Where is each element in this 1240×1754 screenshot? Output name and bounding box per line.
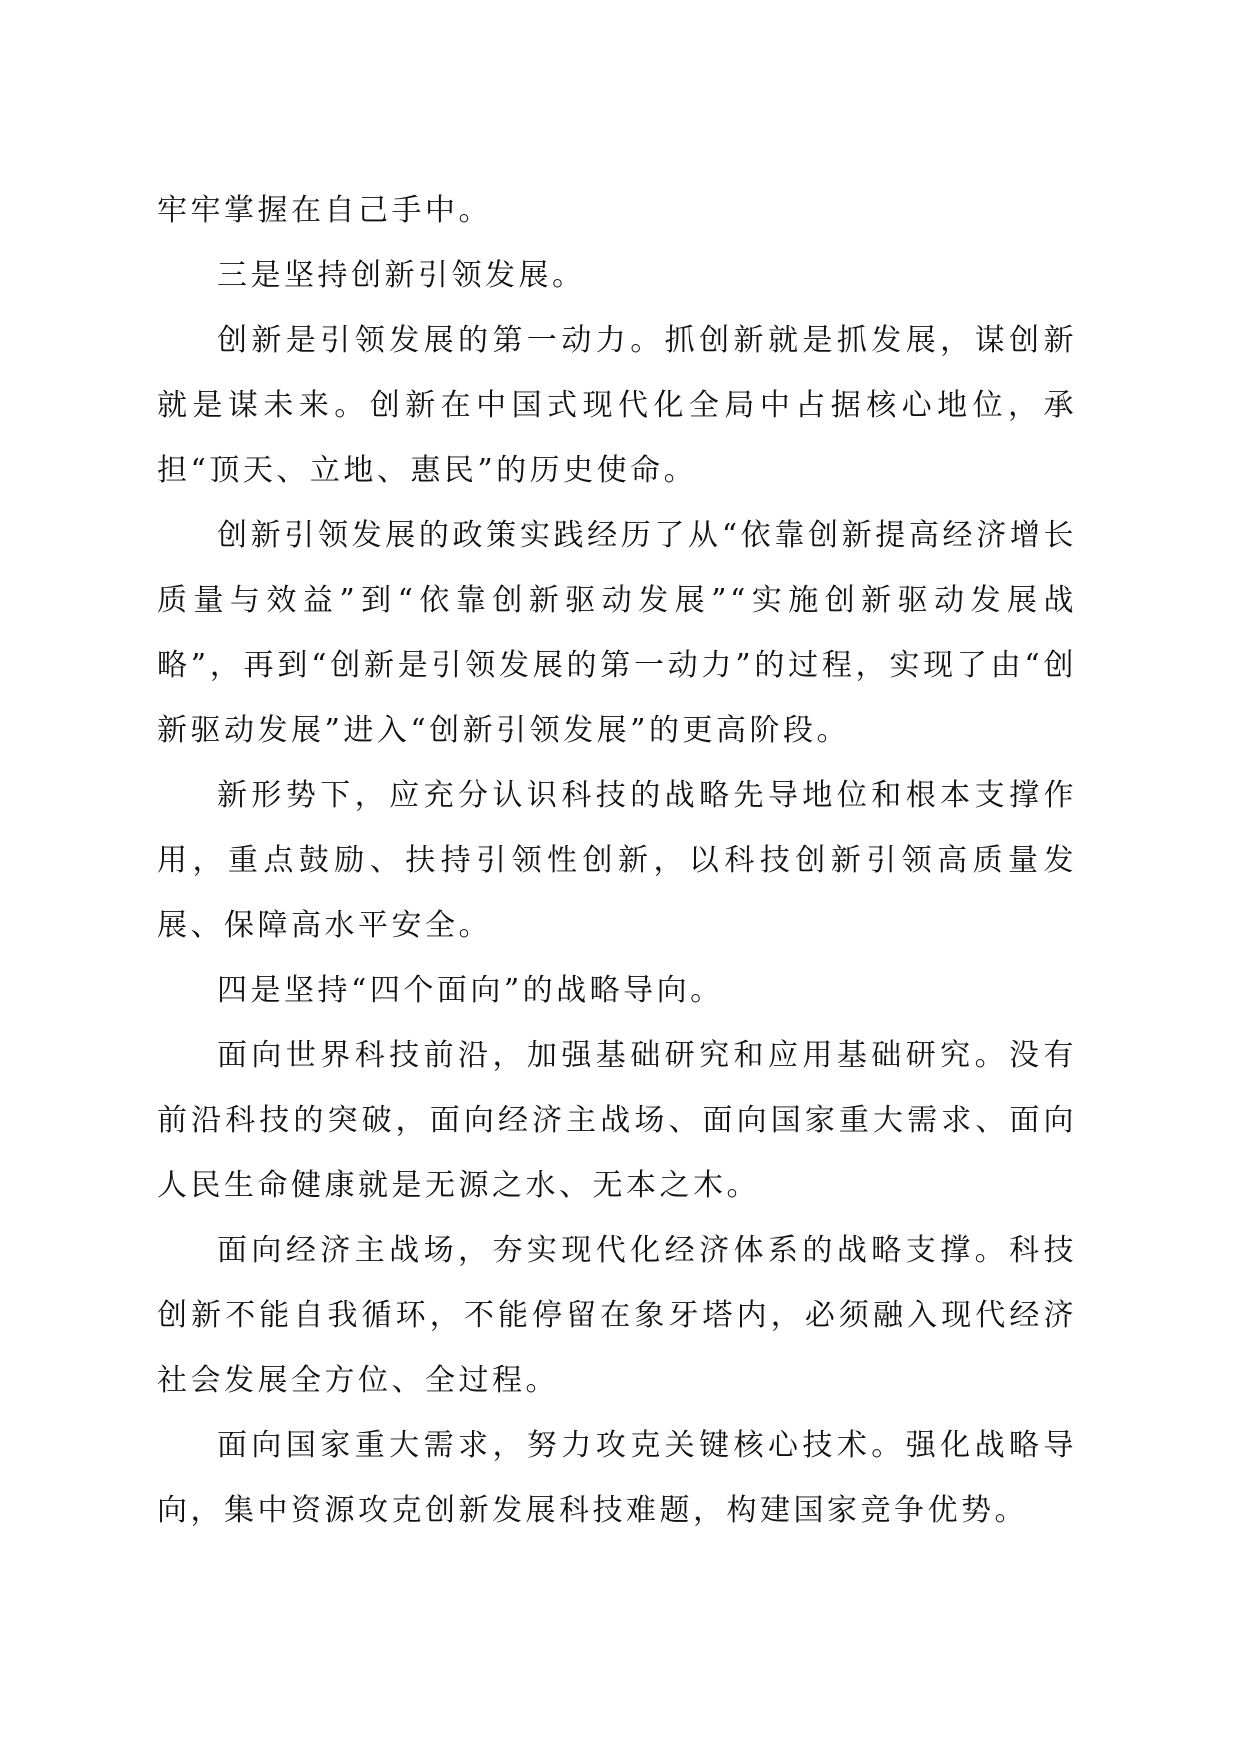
document-body (157, 178, 1077, 1543)
paragraph-continued: 牢牢掌握在自己手中。 (157, 193, 492, 228)
section-heading-3: 三是坚持创新引领发展。 (217, 258, 586, 293)
section-heading-4: 四是坚持“四个面向”的战略导向。 (217, 973, 724, 1008)
paragraph: 创新引领发展的政策实践经历了从“依靠创新提高经济增长质量与效益”到“依靠创新驱动发展”“实施创新驱动发展战略”，再到“创新是引领发展的第一动力”的过程，实现了由“创新驱动发展”进入“创新引领发展”的更高阶段。 (157, 518, 1077, 748)
paragraph: 面向经济主战场，夯实现代化经济体系的战略支撑。科技创新不能自我循环，不能停留在象牙塔内，必须融入现代经济社会发展全方位、全过程。 (157, 1233, 1077, 1398)
paragraph: 创新是引领发展的第一动力。抓创新就是抓发展，谋创新就是谋未来。创新在中国式现代化全局中占据核心地位，承担“顶天、立地、惠民”的历史使命。 (157, 323, 1077, 488)
paragraph: 面向世界科技前沿，加强基础研究和应用基础研究。没有前沿科技的突破，面向经济主战场、面向国家重大需求、面向人民生命健康就是无源之水、无本之木。 (157, 1038, 1077, 1203)
paragraph: 面向国家重大需求，努力攻克关键核心技术。强化战略导向，集中资源攻克创新发展科技难题，构建国家竞争优势。 (157, 1428, 1077, 1528)
paragraph: 新形势下，应充分认识科技的战略先导地位和根本支撑作用，重点鼓励、扶持引领性创新，以科技创新引领高质量发展、保障高水平安全。 (157, 778, 1077, 943)
